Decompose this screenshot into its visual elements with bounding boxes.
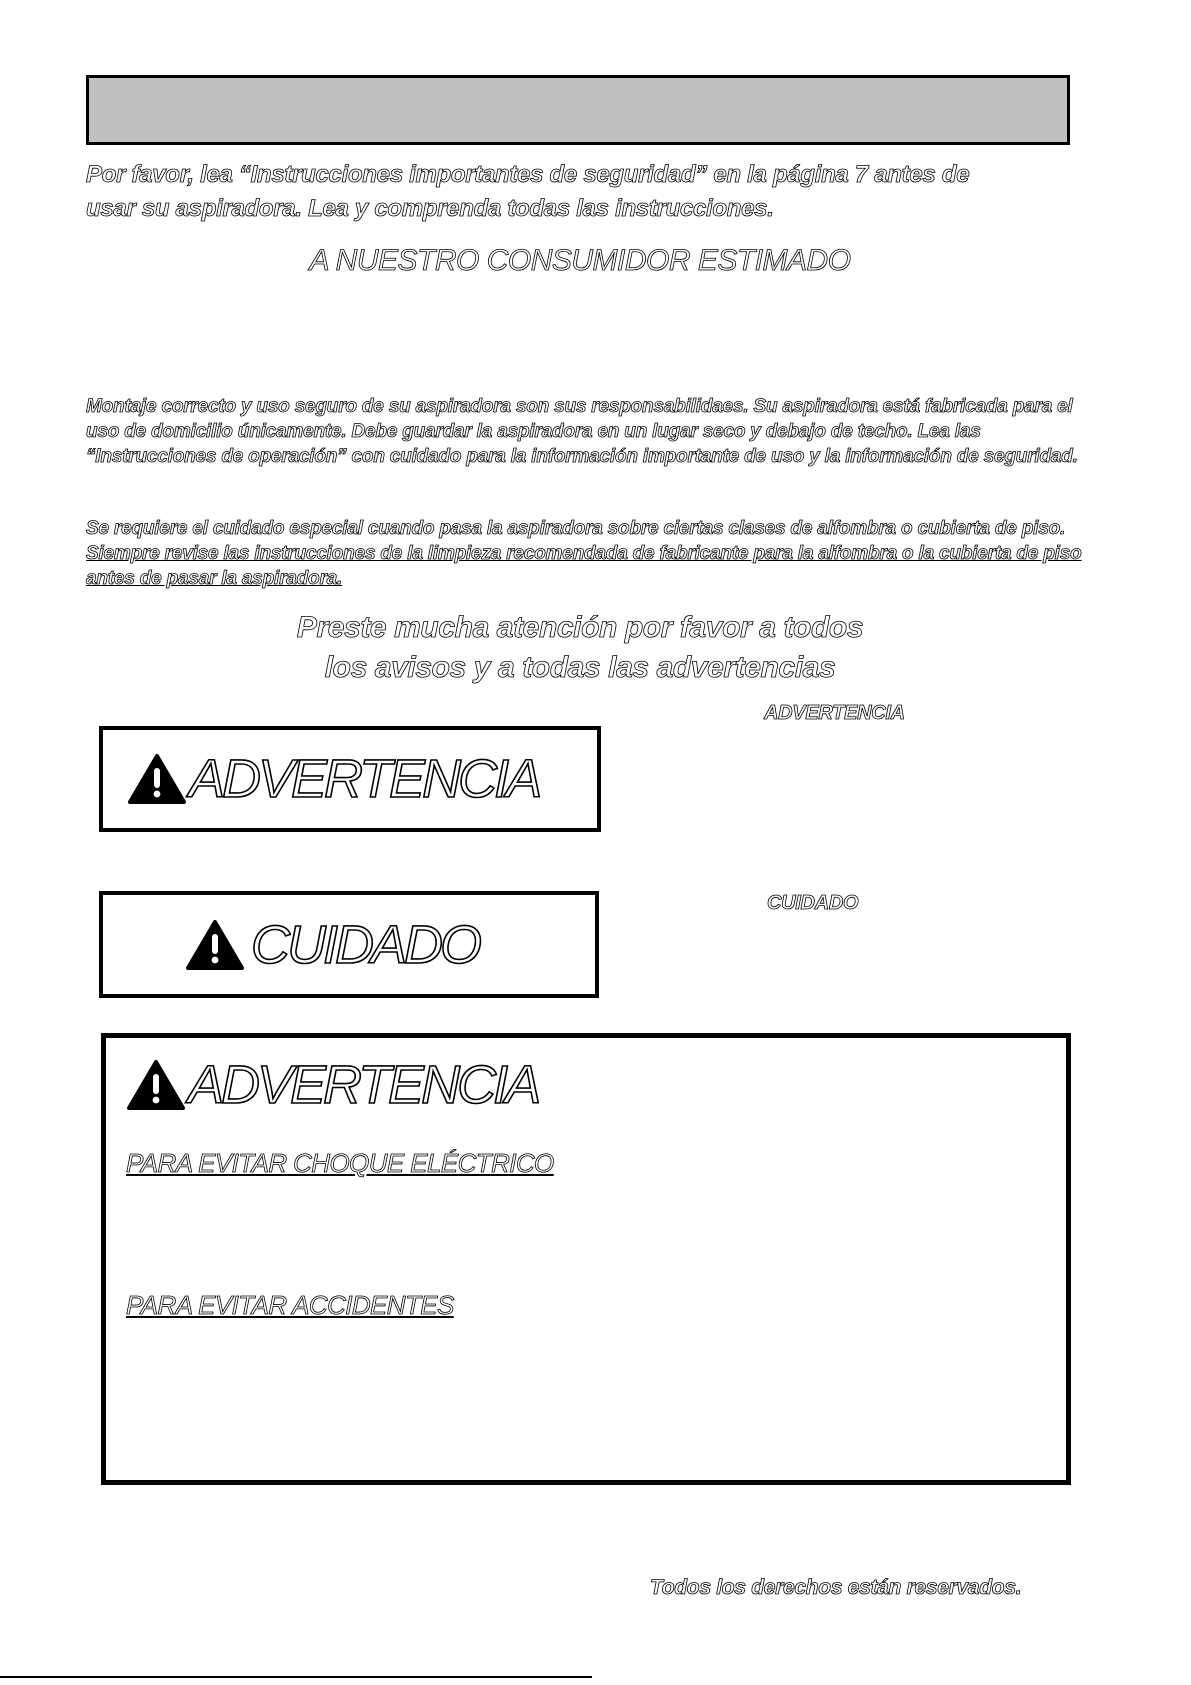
intro-text [86,158,1086,226]
caution-signal-word: CUIDADO [251,914,480,975]
footer-rule [0,1676,592,1678]
care-paragraph [86,516,1086,591]
care-paragraph-underlined: Siempre revise las instrucciones de la limpieza recomendada de fabricante para la alfombra o la cubierta de piso antes de pasar la aspiradora. [86,543,1082,589]
responsibility-paragraph: Montaje correcto y uso seguro de su aspiradora son sus responsabilidaes. Su aspiradora está fabricada para el uso de domicilio únicamente. Debe guardar la aspiradora en un lugar seco y debajo de techo. Lea las “Instrucciones de operación” con cuidado para la información importante de uso y la información de seguridad. [86,396,1078,467]
consumer-title: A NUESTRO CONSUMIDOR ESTIMADO [309,244,851,277]
warning-signal-box [99,726,601,832]
electric-shock-warning-box [101,1033,1071,1485]
warning-triangle-icon [126,1059,186,1111]
caution-signal-box [99,891,599,998]
warning-signal-word: ADVERTENCIA [189,749,540,809]
attention-line-1: Preste mucha atención por favor a todos [296,611,864,644]
intro-line-1: Por favor, lea “Instrucciones importantes de seguridad” en la página 7 antes de [86,161,970,188]
header-bar [86,75,1070,145]
rights-reserved-text: Todos los derechos están reservados. [650,1576,1022,1599]
big-warning-signal [126,1055,539,1115]
warning-triangle-icon [127,753,187,805]
intro-line-2: usar su aspiradora. Lea y comprenda todas las instrucciones. [86,195,774,222]
care-paragraph-plain: Se requiere el cuidado especial cuando pasa la aspiradora sobre ciertas clases de alfombra o cubierta de piso. [86,518,1066,539]
attention-line-2: los avisos y a todas las advertencias [324,651,836,684]
big-warning-signal-word: ADVERTENCIA [188,1055,539,1115]
attention-heading [0,608,1160,688]
warning-triangle-icon [185,919,245,971]
warning-side-label: ADVERTENCIA [764,702,905,724]
caution-side-label: CUIDADO [767,892,859,914]
accident-heading: PARA EVITAR ACCIDENTES [126,1290,454,1320]
shock-heading: PARA EVITAR CHOQUE ELÉCTRICO [126,1148,554,1178]
